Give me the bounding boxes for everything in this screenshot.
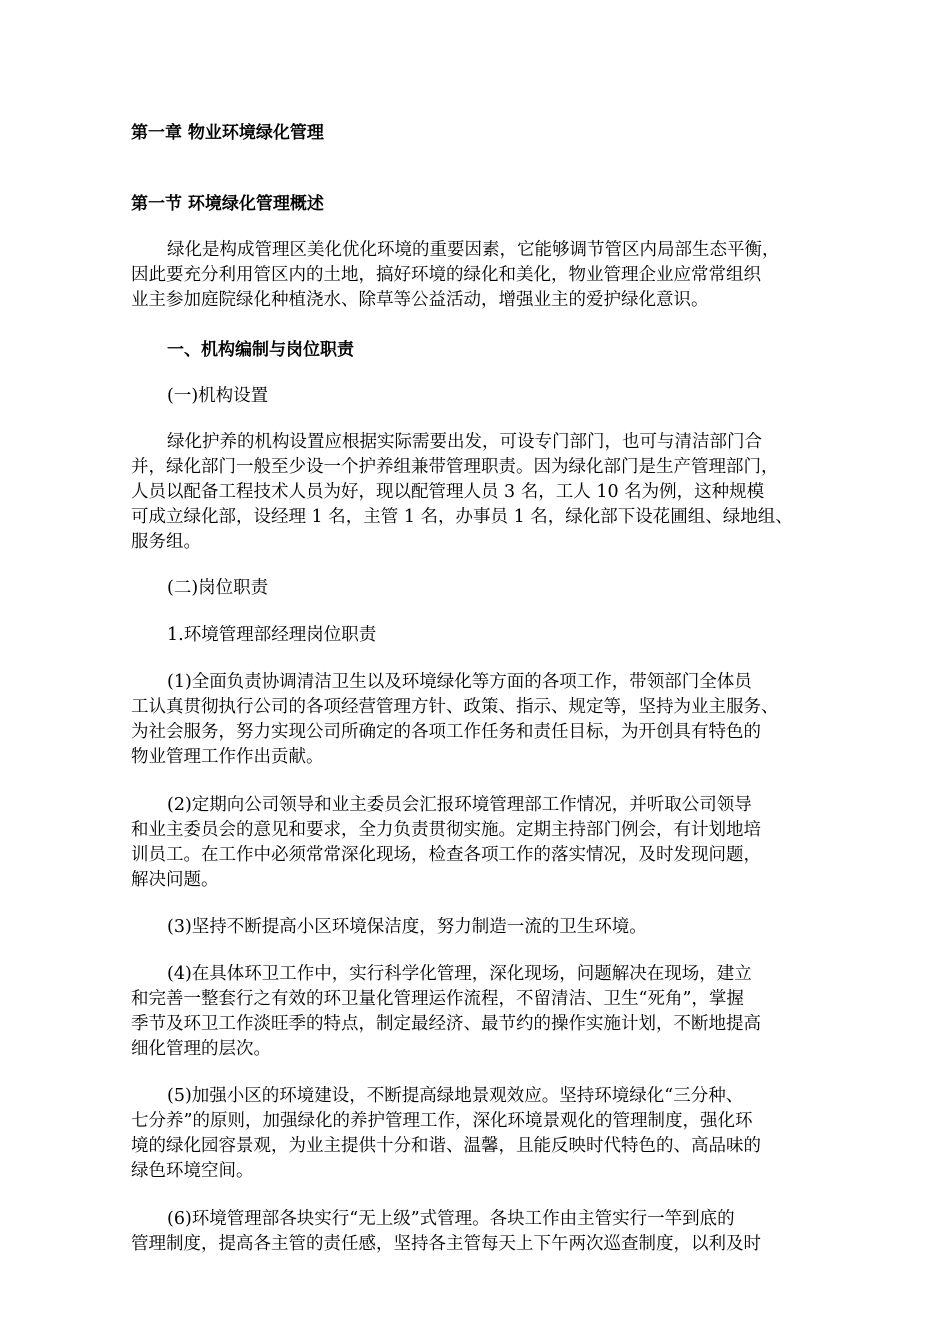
text-line: (1)全面负责协调清洁卫生以及环境绿化等方面的各项工作，带领部门全体员 [167,672,752,692]
duty-paragraph-3 [131,915,831,940]
text-line: 境的绿化园容景观，为业主提供十分和谐、温馨，且能反映时代特色的、高品味的 [131,1136,761,1156]
duty-paragraph-5 [131,1084,831,1184]
subheading-org-setup: (一)机构设置 [167,386,269,406]
text-line: 细化管理的层次。 [131,1039,271,1059]
text-line: 为社会服务，努力实现公司所确定的各项工作任务和责任目标，为开创具有特色的 [131,722,761,742]
duty-paragraph-6 [131,1207,831,1257]
text-line: 和完善一整套行之有效的环卫量化管理运作流程，不留清洁、卫生“死角”，掌握 [131,989,744,1009]
text-line: 服务组。 [131,532,201,552]
text-line: 七分养”的原则，加强绿化的养护管理工作，深化环境景观化的管理制度，强化环 [131,1111,753,1131]
text-line: (2)定期向公司领导和业主委员会汇报环境管理部工作情况，并听取公司领导 [167,795,752,815]
text-line: 绿色环境空间。 [131,1161,254,1181]
duty-paragraph-4 [131,962,831,1062]
section-title: 第一节 环境绿化管理概述 [131,194,324,214]
text-line: 工认真贯彻执行公司的各项经营管理方针、政策、指示、规定等，坚持为业主服务、 [131,697,779,717]
text-line: 绿化护养的机构设置应根据实际需要出发，可设专门部门，也可与清洁部门合 [167,432,762,452]
text-line: 训员工。在工作中必须常常深化现场，检查各项工作的落实情况，及时发现问题， [131,845,761,865]
chapter-title: 第一章 物业环境绿化管理 [131,123,324,143]
duty-paragraph-2 [131,793,831,893]
text-line: 人员以配备工程技术人员为好，现以配管理人员 3 名，工人 10 名为例，这种规模 [131,482,765,502]
intro-paragraph [131,238,831,313]
text-line: 因此要充分利用管区内的土地，搞好环境的绿化和美化，物业管理企业应常常组织 [131,265,761,285]
duty-paragraph-1 [131,670,831,770]
text-line: 可成立绿化部，设经理 1 名，主管 1 名，办事员 1 名，绿化部下设花圃组、绿地组、 [131,507,793,527]
text-line: 绿化是构成管理区美化优化环境的重要因素，它能够调节管区内局部生态平衡， [167,240,780,260]
subheading-duties: (二)岗位职责 [167,578,269,598]
org-paragraph [131,430,831,555]
text-line: 解决问题。 [131,870,219,890]
text-line: 管理制度，提高各主管的责任感，坚持各主管每天上下午两次巡查制度，以利及时 [131,1234,761,1254]
text-line: (6)环境管理部各块实行“无上级”式管理。各块工作由主管实行一竿到底的 [167,1209,735,1229]
item-manager-duties: 1.环境管理部经理岗位职责 [167,625,377,645]
text-line: (3)坚持不断提高小区环境保洁度，努力制造一流的卫生环境。 [167,917,647,937]
text-line: 业主参加庭院绿化种植浇水、除草等公益活动，增强业主的爱护绿化意识。 [131,290,709,310]
text-line: 季节及环卫工作淡旺季的特点，制定最经济、最节约的操作实施计划，不断地提高 [131,1014,761,1034]
text-line: (5)加强小区的环境建设，不断提高绿地景观效应。坚持环境绿化“三分种、 [167,1086,744,1106]
text-line: 并，绿化部门一般至少设一个护养组兼带管理职责。因为绿化部门是生产管理部门， [131,457,779,477]
text-line: 和业主委员会的意见和要求，全力负责贯彻实施。定期主持部门例会，有计划地培 [131,820,761,840]
text-line: 物业管理工作作出贡献。 [131,747,324,767]
text-line: (4)在具体环卫工作中，实行科学化管理，深化现场，问题解决在现场，建立 [167,964,752,984]
heading-org-and-duties: 一、机构编制与岗位职责 [167,340,354,360]
